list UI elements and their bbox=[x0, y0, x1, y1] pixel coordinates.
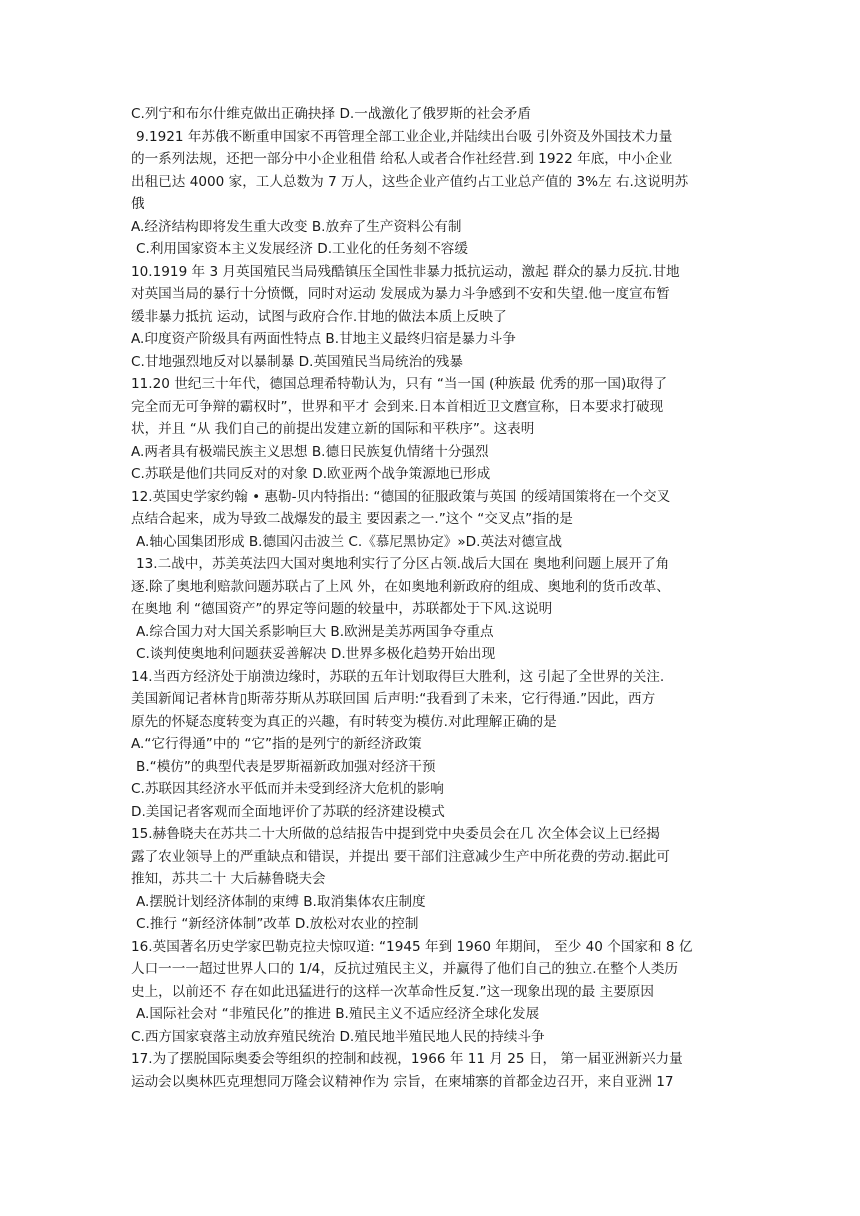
text-line: 状，并且 “从 我们自己的前提出发建立新的国际和平秩序”。这表明 bbox=[131, 421, 535, 437]
text-line: 出租已达 4000 家，工人总数为 7 万人，这些企业产值约占工业总产值的 3%左 右.这说明苏 bbox=[131, 174, 689, 190]
option-line: C.苏联是他们共同反对的对象 D.欧亚两个战争策源地已形成 bbox=[131, 466, 491, 482]
option-line: A.综合国力对大国关系影响巨大 B.欧洲是美苏两国争夺重点 bbox=[136, 624, 494, 640]
text-line: 运动会以奥林匹克理想同万隆会议精神作为 宗旨，在柬埔寨的首都金边召开，来自亚洲 17 bbox=[131, 1074, 674, 1090]
text-line: 俄 bbox=[131, 196, 145, 212]
question-9: 9.1921 年苏俄不断重申国家不再管理全部工业企业,并陆续出台吸 引外资及外国技术力量 bbox=[136, 129, 673, 145]
text-line: 推知，苏共二十 大后赫鲁晓夫会 bbox=[131, 871, 326, 887]
question-14: 14.当西方经济处于崩溃边缘时，苏联的五年计划取得巨大胜利，这 引起了全世界的关注. bbox=[131, 669, 665, 685]
question-15: 15.赫鲁晓夫在苏共二十大所做的总结报告中提到党中央委员会在几 次全体会议上已经揭 bbox=[131, 826, 660, 842]
option-line: C.甘地强烈地反对以暴制暴 D.英国殖民当局统治的残暴 bbox=[131, 354, 463, 370]
option-line: A.印度资产阶级具有两面性特点 B.甘地主义最终归宿是暴力斗争 bbox=[131, 331, 516, 347]
option-line: B.“模仿”的典型代表是罗斯福新政加强对经济干预 bbox=[136, 759, 436, 775]
text-line: 史上，以前还不 存在如此迅猛进行的这样一次革命性反复.”这一现象出现的最 主要原因 bbox=[131, 984, 654, 1000]
text-line: 美国新闻记者林肯▯斯蒂芬斯从苏联回国 后声明:“我看到了未来，它行得通.”因此，西方 bbox=[131, 691, 656, 707]
text-line: 在奥地 利 “德国资产”的界定等问题的较量中，苏联都处于下风.这说明 bbox=[131, 601, 553, 617]
option-line: A.轴心国集团形成 B.德国闪击波兰 C.《慕尼黑协定》»D.英法对德宣战 bbox=[136, 534, 563, 550]
option-line: A.“它行得通”中的 “它”指的是列宁的新经济政策 bbox=[131, 736, 422, 752]
text-line: 点结合起来，成为导致二战爆发的最主 要因素之一.”这个 “交叉点”指的是 bbox=[131, 511, 573, 527]
option-line: D.美国记者客观而全面地评价了苏联的经济建设模式 bbox=[131, 804, 445, 820]
option-line: C.西方国家衰落主动放弃殖民统治 D.殖民地半殖民地人民的持续斗争 bbox=[131, 1029, 545, 1045]
question-11: 11.20 世纪三十年代，德国总理希特勒认为，只有 “当一国 (种族最 优秀的那一国)取得了 bbox=[131, 376, 668, 392]
option-line: A.国际社会对 “非殖民化”的推进 B.殖民主义不适应经济全球化发展 bbox=[136, 1006, 540, 1022]
text-line: 完全而无可争辩的霸权时”，世界和平才 会到来.日本首相近卫文麿宣称，日本要求打破现 bbox=[131, 399, 664, 415]
option-line: A.摆脱计划经济体制的束缚 B.取消集体农庄制度 bbox=[136, 894, 426, 910]
option-line: C.苏联因其经济水平低而并未受到经济大危机的影响 bbox=[131, 781, 444, 797]
text-line: 对英国当局的暴行十分愤慨，同时对运动 发展成为暴力斗争感到不安和失望.他一度宣布暂 bbox=[131, 286, 670, 302]
text-line: 露了农业领导上的严重缺点和错误，并提出 要干部们注意减少生产中所花费的劳动.据此可 bbox=[131, 849, 670, 865]
text-line: 人口一一一超过世界人口的 1/4，反抗过殖民主义，并赢得了他们自己的独立.在整个人类历 bbox=[131, 961, 679, 977]
question-13: 13.二战中，苏美英法四大国对奥地利实行了分区占领.战后大国在 奥地利问题上展开了角 bbox=[136, 556, 670, 572]
option-line: A.经济结构即将发生重大改变 B.放弃了生产资料公有制 bbox=[131, 219, 462, 235]
text-line: 逐.除了奥地利赔款问题苏联占了上风 外，在如奥地利新政府的组成、奥地利的货币改革、 bbox=[131, 579, 670, 595]
text-line: C.列宁和布尔什维克做出正确抉择 D.一战激化了俄罗斯的社会矛盾 bbox=[131, 106, 531, 122]
text-line: 原先的怀疑态度转变为真正的兴趣，有时转变为模仿.对此理解正确的是 bbox=[131, 714, 557, 730]
text-line: 缓非暴力抵抗 运动，试图与政府合作.甘地的做法本质上反映了 bbox=[131, 309, 507, 325]
question-17: 17.为了摆脱国际奥委会等组织的控制和歧视，1966 年 11 月 25 日， 第一届亚洲新兴力量 bbox=[131, 1051, 683, 1067]
option-line: A.两者具有极端民族主义思想 B.德日民族复仇情绪十分强烈 bbox=[131, 444, 489, 460]
option-line: C.谈判使奥地利问题获妥善解决 D.世界多极化趋势开始出现 bbox=[136, 646, 496, 662]
question-12: 12.英国史学家约翰 • 惠勒-贝内特指出: “德国的征服政策与英国 的绥靖国策将在一个交叉 bbox=[131, 489, 671, 505]
text-line: 的一系列法规，还把一部分中小企业租借 给私人或者合作社经营.到 1922 年底，中小企业 bbox=[131, 151, 673, 167]
option-line: C.利用国家资本主义发展经济 D.工业化的任务刻不容缓 bbox=[136, 241, 468, 257]
question-16: 16.英国著名历史学家巴勒克拉夫惊叹道: “1945 年到 1960 年期间， 至少 40 个国家和 8 亿 bbox=[131, 939, 693, 955]
question-10: 10.1919 年 3 月英国殖民当局残酷镇压全国性非暴力抵抗运动，激起 群众的暴力反抗.甘地 bbox=[131, 264, 680, 280]
option-line: C.推行 “新经济体制”改革 D.放松对农业的控制 bbox=[136, 916, 419, 932]
